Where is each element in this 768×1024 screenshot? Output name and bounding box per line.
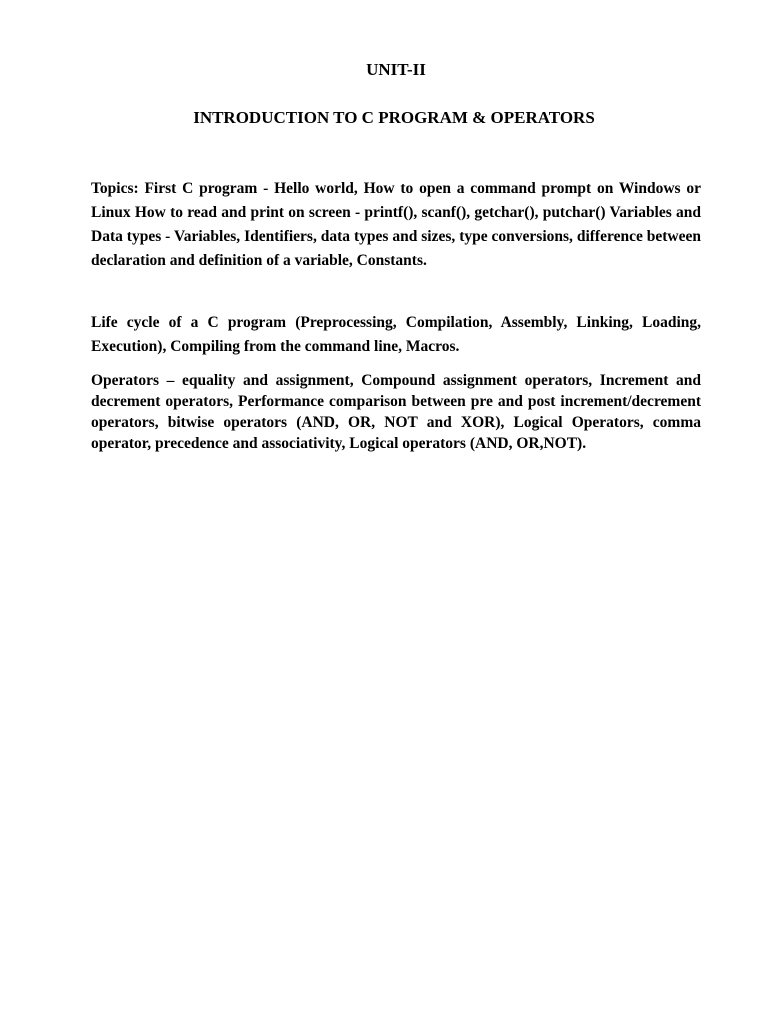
operators-paragraph: Operators – equality and assignment, Compound assignment operators, Increment and decrement operators, Performance comparison between pre and post increment/decrement operators, bitwise operators (AND, OR, NOT and XOR), Logical Operators, comma operator, precedence and associativity, Logical operators (AND, OR,NOT).: [91, 372, 701, 452]
unit-heading: UNIT-II: [366, 60, 426, 79]
topics-paragraph: Topics: First C program - Hello world, How to open a command prompt on Windows or Linux How to read and print on screen - printf(), scanf(), getchar(), putchar() Variables and Data types - Variables, Identifiers, data types and sizes, type conversions, difference between declaration and definition of a variable, Constants.: [91, 180, 701, 269]
lifecycle-paragraph: Life cycle of a C program (Preprocessing, Compilation, Assembly, Linking, Loading, Execution), Compiling from the command line, Macros.: [91, 314, 701, 355]
page-title: INTRODUCTION TO C PROGRAM & OPERATORS: [193, 108, 595, 127]
